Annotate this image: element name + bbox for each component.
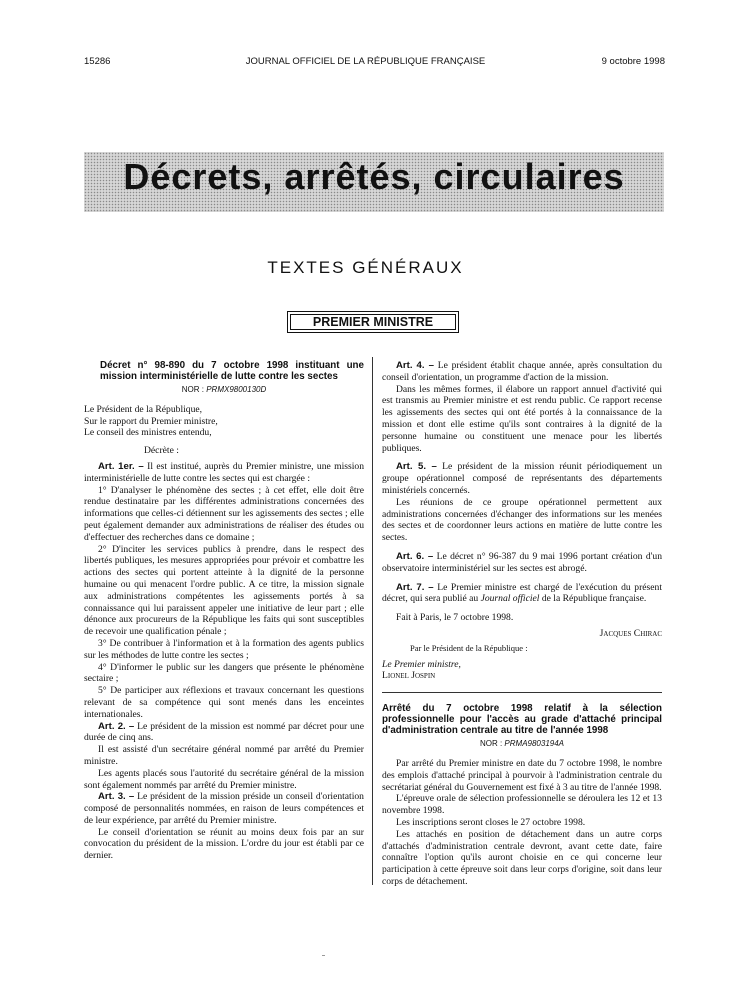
ministry-label: PREMIER MINISTRE (290, 314, 456, 330)
article-paragraph: Les réunions de ce groupe opérationnel permettent aux administrations concernées d'échanger des informations sur les menées des sectes et de coordonner leurs actions en matière de lutte contre les sectes. (382, 496, 662, 544)
signing-place-date: Fait à Paris, le 7 octobre 1998. (396, 612, 514, 624)
article-head: Art. 5. – (396, 461, 437, 473)
decrete-label: Décrète : (144, 445, 179, 457)
arrete-paragraph: Les attachés en position de détachement dans un autre corps d'attachés d'administration centrale devront, avant cette date, faire connaître l'option qu'ils auront choisie en ce qui concerne leur participation à cette épreuve soit dans leur corps d'origine, soit dans leur corps de détachement. (382, 828, 662, 887)
article-1 (84, 461, 364, 485)
decret-nor (84, 384, 364, 396)
section-banner (84, 152, 664, 212)
article-3 (84, 791, 364, 826)
journal-title: JOURNAL OFFICIEL DE LA RÉPUBLIQUE FRANÇAISE (245, 56, 486, 67)
article-head: Art. 7. – (396, 581, 434, 593)
page-number: 15286 (84, 56, 111, 67)
article-5 (382, 461, 662, 496)
journal-reference: Journal officiel (480, 593, 540, 605)
nor-label: NOR : (479, 739, 505, 749)
right-column (382, 360, 662, 888)
article-text: Le président de la mission préside un conseil d'orientation composé de personnalités nommées, en raison de leurs compétences et de leur expérience, par arrêté du Premier ministre. (84, 791, 364, 826)
article-text: Le Premier ministre est chargé de l'exécution du présent décret, qui sera publié au (382, 581, 662, 605)
article-head: Art. 1er. – (98, 460, 144, 472)
issue-date: 9 octobre 1998 (601, 56, 665, 67)
article-head: Art. 6. – (396, 550, 434, 562)
article-item: 1° D'analyser le phénomène des sectes ; à cet effet, elle doit être rendue destinataire par les différentes administrations concernées des informations que celles-ci détiennent sur les agissements des sectes ; elle peut également demander aux administrations de réaliser des études ou d'effectuer des recherches dans ce domaine ; (84, 484, 364, 543)
article-2 (84, 721, 364, 745)
article-text: Le président de la mission est nommé par décret pour une durée de cinq ans. (84, 720, 364, 744)
nor-code: PRMA9803194A (504, 739, 565, 749)
preamble-line: Sur le rapport du Premier ministre, (84, 415, 218, 427)
pm-name: Lionel Jospin (382, 670, 436, 682)
preamble-line: Le Président de la République, (84, 403, 203, 415)
article-6 (382, 551, 662, 575)
article-head: Art. 2. – (98, 720, 135, 732)
article-paragraph: Il est assisté d'un secrétaire général nommé par arrêté du Premier ministre. (84, 744, 364, 767)
nor-code: PRMX9800130D (206, 385, 267, 394)
article-head: Art. 3. – (98, 791, 135, 803)
arrete-title: Arrêté du 7 octobre 1998 relatif à la sélection professionnelle pour l'accès au grade d'attaché principal d'administration centrale au titre de l'année 1998 (382, 703, 662, 737)
article-text: Le président de la mission réunit périodiquement un groupe opérationnel composé de représentants des départements ministériels concernés. (382, 461, 662, 496)
separator-rule (382, 692, 662, 693)
preamble-line: Le conseil des ministres entendu, (84, 427, 212, 439)
banner-title: Décrets, arrêtés, circulaires (123, 156, 625, 197)
article-item: 2° D'inciter les services publics à prendre, dans le respect des libertés publiques, les mesures appropriées pour prévoir et combattre les actions des sectes qui portent atteinte à la dignité de la personne humaine ou qui menacent l'ordre public. A ce titre, la mission signale aux administrations compétentes les agissements portés à sa connaissance qui lui paraissent appeler une initiative de leur part ; elle dénonce aux procureurs de la République les faits qui sont susceptibles de recevoir une qualification pénale ; (84, 543, 364, 638)
ministry-box (287, 311, 459, 333)
article-item: 4° D'informer le public sur les dangers que présente le phénomène sectaire ; (84, 661, 364, 685)
arrete-paragraph: Par arrêté du Premier ministre en date du 7 octobre 1998, le nombre des emplois d'attaché principal à pourvoir à l'administration centrale du secrétariat général du Gouvernement est fixé à 3 au titre de l'année 1998. (382, 757, 662, 793)
arrete-paragraph: L'épreuve orale de sélection professionnelle se déroulera les 12 et 13 novembre 1998. (382, 793, 662, 817)
footer-mark (322, 955, 325, 956)
article-4 (382, 360, 662, 384)
article-paragraph: Les agents placés sous l'autorité du secrétaire général de la mission sont également nommés par arrêté du Premier ministre. (84, 767, 364, 791)
article-item: 5° De participer aux réflexions et travaux concernant les questions relevant de sa compétence qui sont menés dans les enceintes internationales. (84, 685, 364, 720)
article-text: Le décret n° 96-387 du 9 mai 1996 portant création d'un observatoire interministériel sur les sectes est abrogé. (382, 550, 662, 574)
column-divider (372, 357, 373, 885)
pm-title: Le Premier ministre, (382, 658, 461, 670)
nor-label: NOR : (181, 385, 207, 394)
article-text: Il est institué, auprès du Premier ministre, une mission interministérielle de lutte contre les sectes qui est chargée : (84, 460, 365, 484)
article-head: Art. 4. – (396, 360, 434, 371)
article-item: 3° De contribuer à l'information et à la formation des agents publics sur les méthodes de lutte contre les sectes ; (84, 637, 364, 661)
section-title: TEXTES GÉNÉRAUX (267, 258, 464, 277)
article-paragraph: Dans les mêmes formes, il élabore un rapport annuel d'activité qui est transmis au Premier ministre et est rendu public. Ce rapport recense les agissements des sectes qui ont été portés à la connaissance de la mission et dont elle estime qu'ils sont contraires à la dignité de la personne humaine ou constituent une menace pour les libertés publiques. (382, 383, 662, 454)
president-signature: Jacques Chirac (599, 627, 662, 639)
decret-title: Décret n° 98-890 du 7 octobre 1998 instituant une mission interministérielle de lutte contre les sectes (100, 360, 364, 382)
arrete-nor (382, 738, 662, 750)
countersign-intro: Par le Président de la République : (410, 642, 528, 653)
article-text: Le président établit chaque année, après consultation du conseil d'orientation, un programme d'action de la mission. (382, 360, 662, 383)
article-text: de la République française. (539, 593, 647, 605)
left-column (84, 360, 364, 862)
article-7 (382, 582, 662, 606)
article-paragraph: Le conseil d'orientation se réunit au moins deux fois par an sur convocation du président de la mission. L'ordre du jour est établi par ce dernier. (84, 826, 364, 862)
arrete-paragraph: Les inscriptions seront closes le 27 octobre 1998. (396, 816, 586, 828)
